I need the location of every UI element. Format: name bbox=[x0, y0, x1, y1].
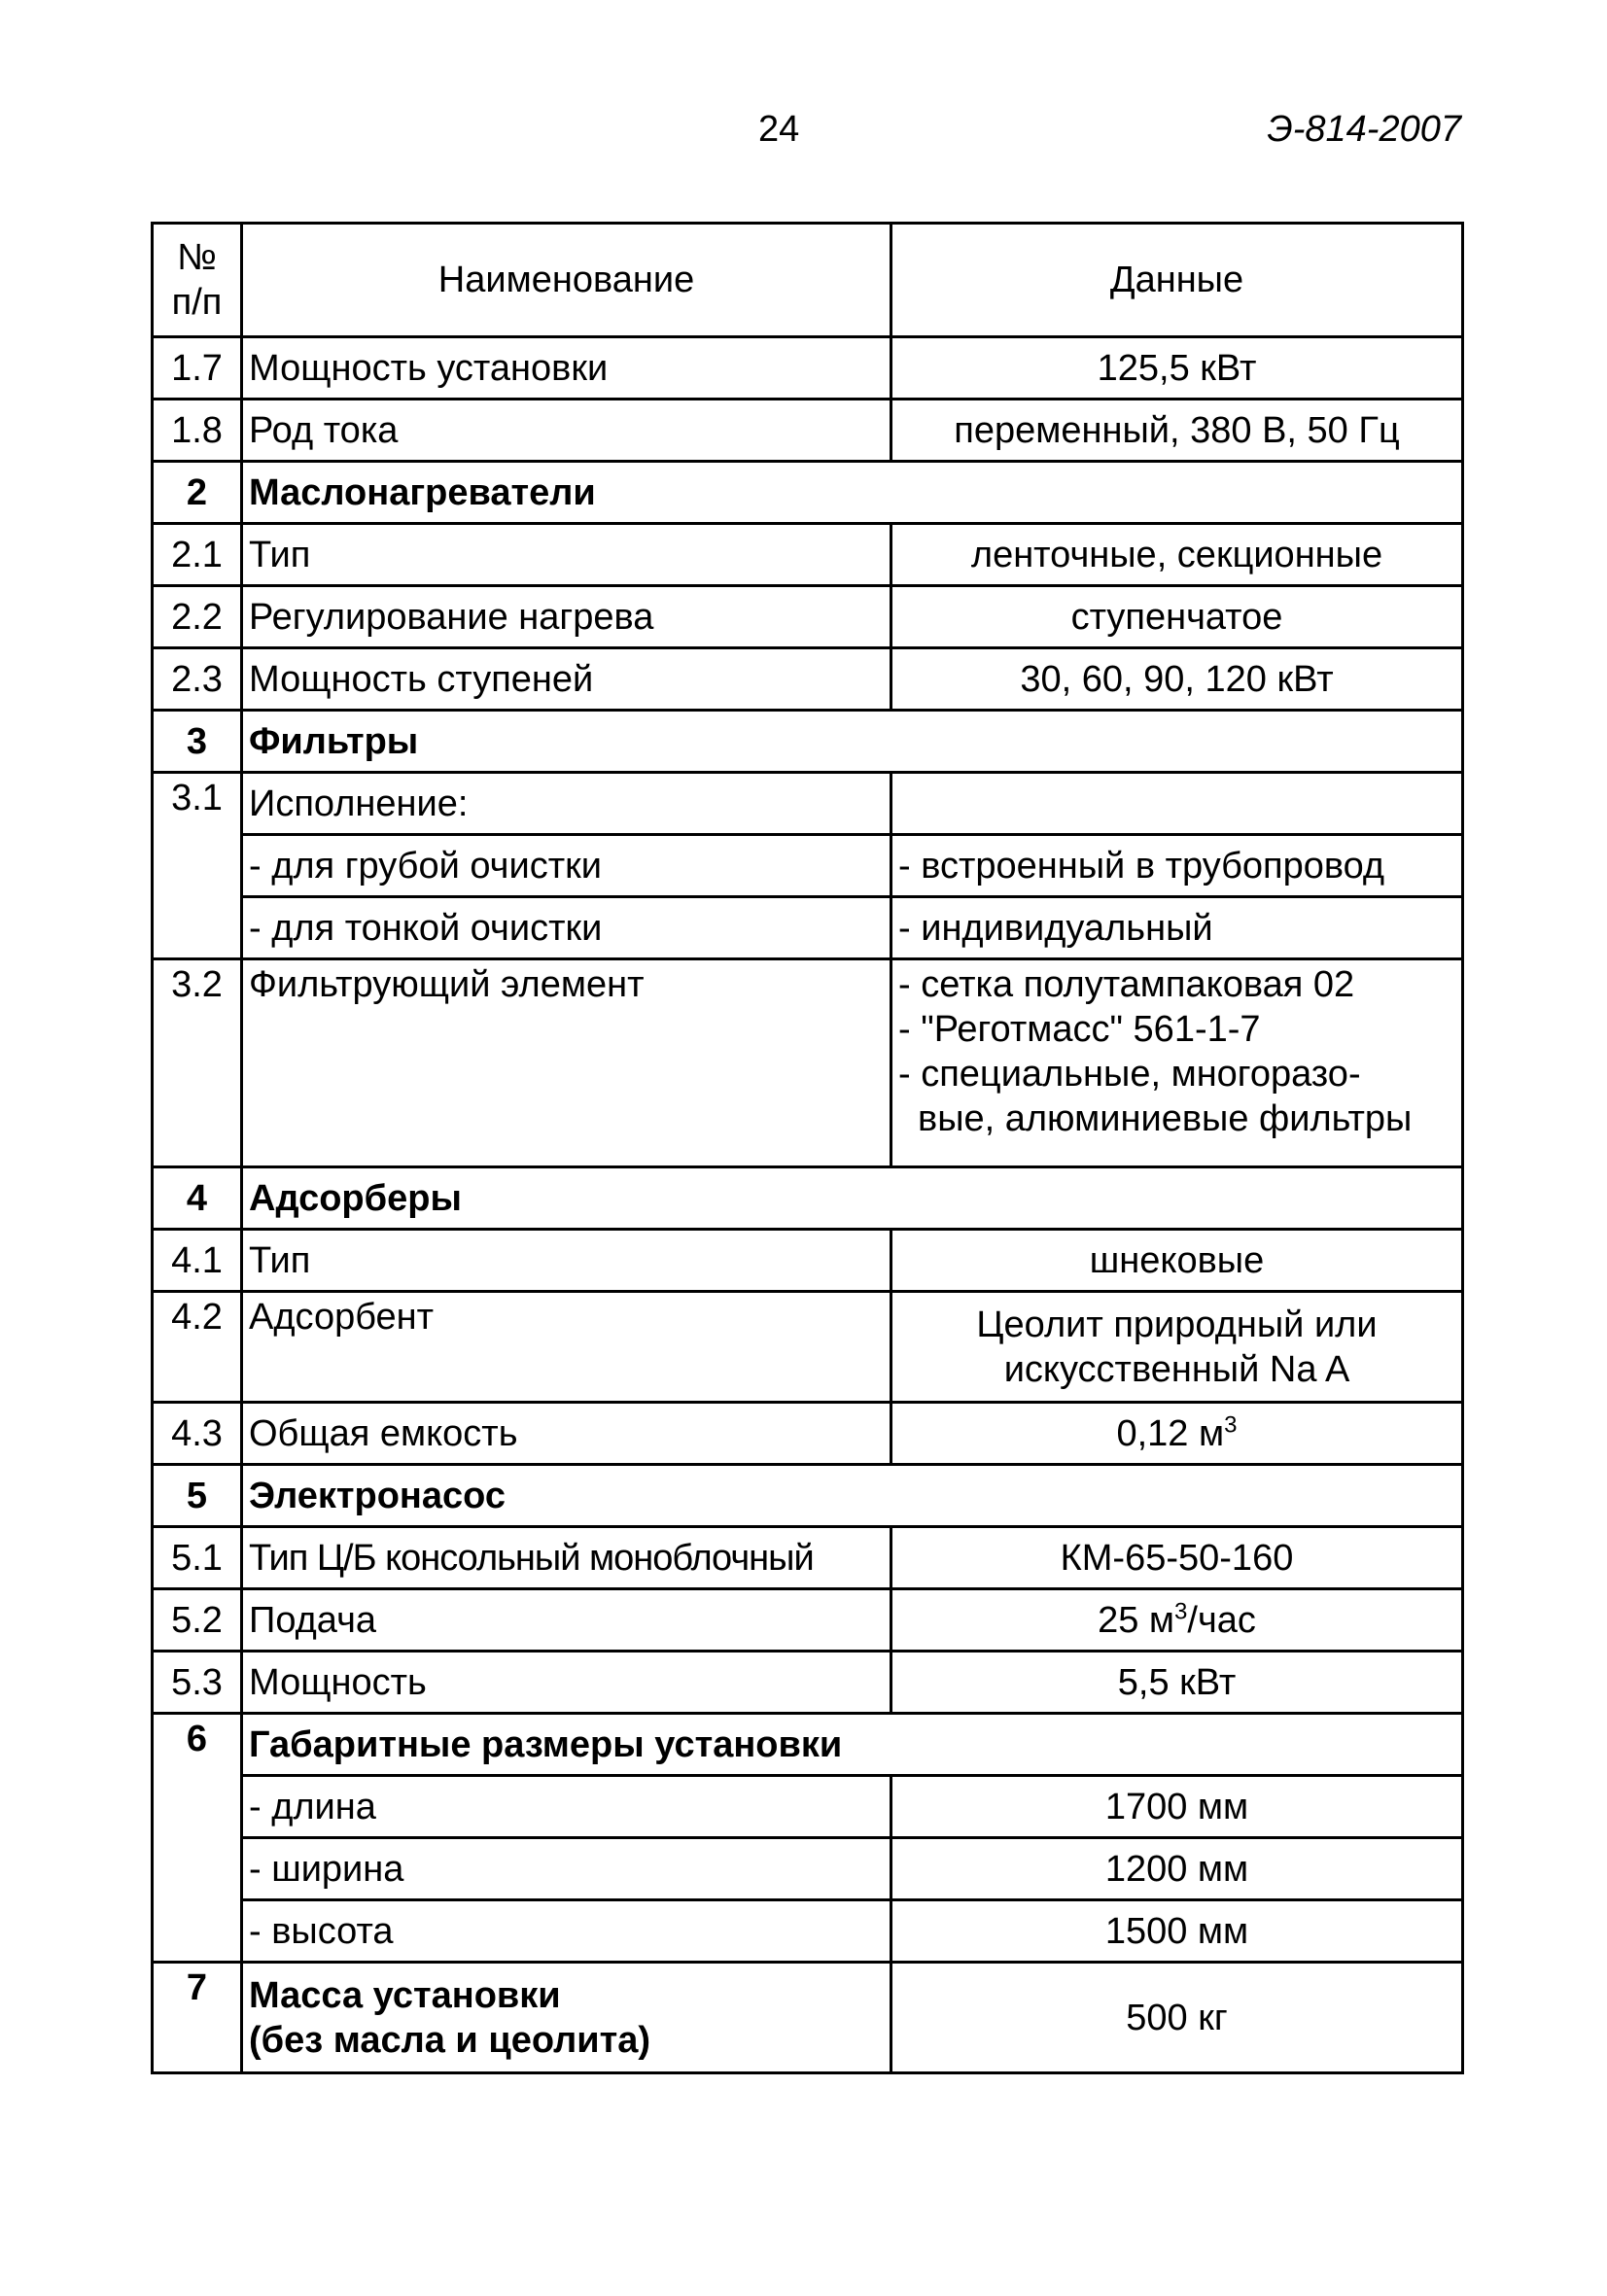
list-line: - "Реготмасс" 561-1-7 bbox=[898, 1009, 1261, 1050]
row-number: 3.1 bbox=[153, 773, 242, 959]
table-header-row bbox=[153, 224, 1463, 337]
table-row bbox=[153, 959, 1463, 1167]
row-name: Род тока bbox=[242, 400, 891, 462]
table-row bbox=[153, 1292, 1463, 1403]
value-line: искусственный Na A bbox=[1003, 1348, 1350, 1390]
row-value: переменный, 380 В, 50 Гц bbox=[891, 400, 1463, 462]
section-title: Фильтры bbox=[242, 711, 1463, 773]
table-row bbox=[153, 337, 1463, 400]
subrow-value: - встроенный в трубопровод bbox=[891, 835, 1463, 897]
row-value-empty bbox=[891, 773, 1463, 835]
page-number: 24 bbox=[758, 109, 800, 150]
section-row bbox=[153, 711, 1463, 773]
row-value: 30, 60, 90, 120 кВт bbox=[891, 648, 1463, 711]
subrow-name: - длина bbox=[242, 1776, 891, 1838]
list-line: вые, алюминиевые фильтры bbox=[918, 1098, 1413, 1139]
row-name: Исполнение: bbox=[242, 773, 891, 835]
section-number: 3 bbox=[153, 711, 242, 773]
row-value: 500 кг bbox=[891, 1963, 1463, 2073]
value-text: /час bbox=[1187, 1599, 1256, 1641]
title-line: Масса установки bbox=[249, 1974, 561, 2016]
table-row bbox=[153, 1527, 1463, 1589]
value-text: 0,12 м bbox=[1116, 1412, 1225, 1454]
table-row bbox=[153, 586, 1463, 648]
subrow-value: 1500 мм bbox=[891, 1900, 1463, 1963]
table-row bbox=[153, 1403, 1463, 1465]
section-number: 4 bbox=[153, 1167, 242, 1230]
table-subrow bbox=[153, 1838, 1463, 1900]
section-row bbox=[153, 1167, 1463, 1230]
specifications-table bbox=[151, 222, 1464, 2074]
section-row bbox=[153, 1963, 1463, 2073]
row-number: 5.3 bbox=[153, 1652, 242, 1714]
table-row bbox=[153, 1652, 1463, 1714]
row-number: 3.2 bbox=[153, 959, 242, 1167]
row-name: Общая емкость bbox=[242, 1403, 891, 1465]
section-number: 5 bbox=[153, 1465, 242, 1527]
row-value bbox=[891, 1292, 1463, 1403]
row-number: 1.8 bbox=[153, 400, 242, 462]
table-row bbox=[153, 648, 1463, 711]
table-row bbox=[153, 773, 1463, 835]
subrow-value: - индивидуальный bbox=[891, 897, 1463, 959]
row-number: 4.2 bbox=[153, 1292, 242, 1403]
row-name: Тип bbox=[242, 524, 891, 586]
header-data: Данные bbox=[891, 224, 1463, 337]
section-title bbox=[242, 1963, 891, 2073]
section-row bbox=[153, 462, 1463, 524]
table-row bbox=[153, 524, 1463, 586]
row-value bbox=[891, 1403, 1463, 1465]
header-name: Наименование bbox=[242, 224, 891, 337]
value-line: Цеолит природный или bbox=[976, 1304, 1378, 1345]
row-number: 5.2 bbox=[153, 1589, 242, 1652]
superscript: 3 bbox=[1174, 1597, 1188, 1624]
row-value: 5,5 кВт bbox=[891, 1652, 1463, 1714]
section-title: Электронасос bbox=[242, 1465, 1463, 1527]
row-name: Регулирование нагрева bbox=[242, 586, 891, 648]
subrow-value: 1700 мм bbox=[891, 1776, 1463, 1838]
row-number: 2.2 bbox=[153, 586, 242, 648]
row-number: 2.3 bbox=[153, 648, 242, 711]
row-name: Мощность ступеней bbox=[242, 648, 891, 711]
row-name: Подача bbox=[242, 1589, 891, 1652]
table-subrow bbox=[153, 1776, 1463, 1838]
document-code: Э-814-2007 bbox=[1267, 109, 1461, 150]
row-number: 1.7 bbox=[153, 337, 242, 400]
section-number: 2 bbox=[153, 462, 242, 524]
table-subrow bbox=[153, 897, 1463, 959]
table-row bbox=[153, 1589, 1463, 1652]
table-subrow bbox=[153, 1900, 1463, 1963]
section-row bbox=[153, 1465, 1463, 1527]
value-text: 25 м bbox=[1098, 1599, 1175, 1641]
row-name: Фильтрующий элемент bbox=[242, 959, 891, 1167]
row-value bbox=[891, 1589, 1463, 1652]
superscript: 3 bbox=[1224, 1410, 1238, 1438]
list-line: - специальные, многоразо- bbox=[898, 1054, 1361, 1095]
row-name: Мощность bbox=[242, 1652, 891, 1714]
subrow-name: - высота bbox=[242, 1900, 891, 1963]
row-value: 125,5 кВт bbox=[891, 337, 1463, 400]
row-number: 4.1 bbox=[153, 1230, 242, 1292]
row-name: Тип Ц/Б консольный моноблочный bbox=[242, 1527, 891, 1589]
table-subrow bbox=[153, 835, 1463, 897]
row-value: ленточные, секционные bbox=[891, 524, 1463, 586]
row-value: КМ-65-50-160 bbox=[891, 1527, 1463, 1589]
subrow-name: - ширина bbox=[242, 1838, 891, 1900]
subrow-name: - для тонкой очистки bbox=[242, 897, 891, 959]
row-value: шнековые bbox=[891, 1230, 1463, 1292]
row-number: 2.1 bbox=[153, 524, 242, 586]
section-title: Габаритные размеры установки bbox=[242, 1714, 1463, 1776]
list-line: - сетка полутампаковая 02 bbox=[898, 964, 1355, 1005]
subrow-name: - для грубой очистки bbox=[242, 835, 891, 897]
section-number: 6 bbox=[153, 1714, 242, 1963]
row-number: 5.1 bbox=[153, 1527, 242, 1589]
table-row bbox=[153, 400, 1463, 462]
row-name: Адсорбент bbox=[242, 1292, 891, 1403]
header-number: № п/п bbox=[153, 224, 242, 337]
title-line: (без масла и цеолита) bbox=[249, 2019, 650, 2061]
table-row bbox=[153, 1230, 1463, 1292]
section-title: Адсорберы bbox=[242, 1167, 1463, 1230]
row-number: 4.3 bbox=[153, 1403, 242, 1465]
section-row bbox=[153, 1714, 1463, 1776]
row-name: Тип bbox=[242, 1230, 891, 1292]
section-title: Маслонагреватели bbox=[242, 462, 1463, 524]
row-value: ступенчатое bbox=[891, 586, 1463, 648]
row-value-list bbox=[891, 959, 1463, 1167]
subrow-value: 1200 мм bbox=[891, 1838, 1463, 1900]
row-name: Мощность установки bbox=[242, 337, 891, 400]
section-number: 7 bbox=[153, 1963, 242, 2073]
